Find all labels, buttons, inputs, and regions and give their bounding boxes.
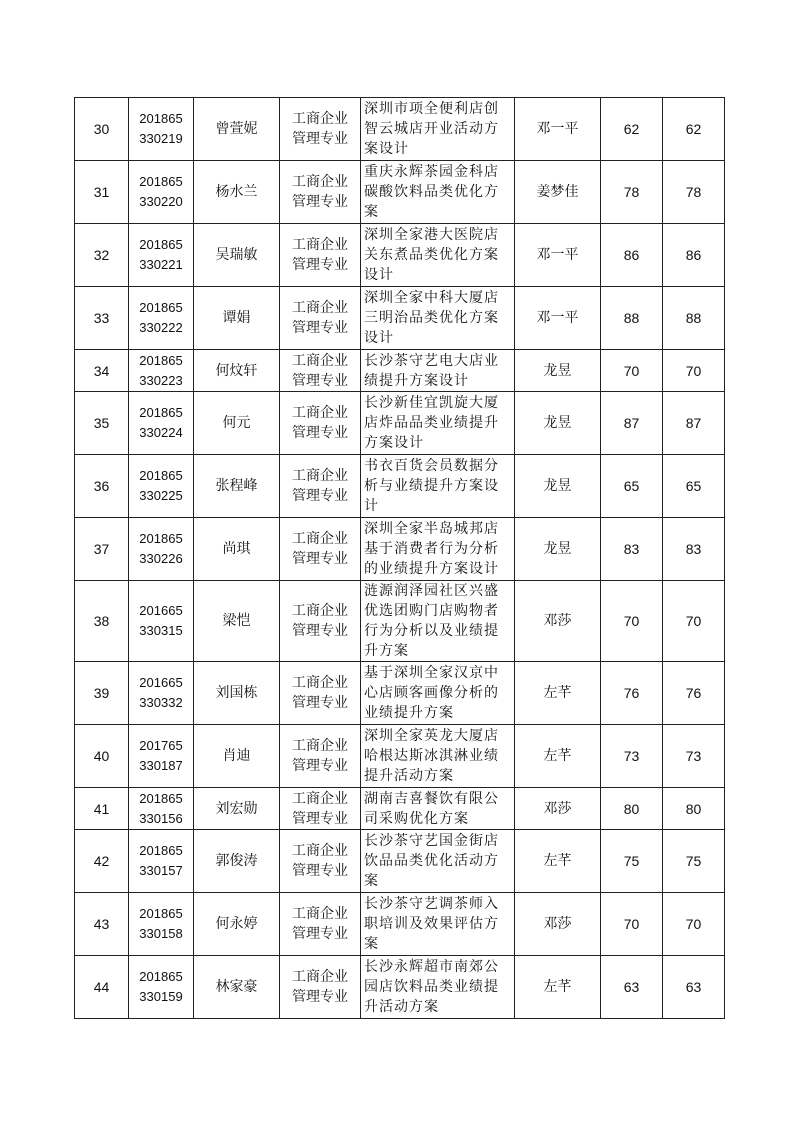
final-score-cell-text: 70 xyxy=(685,362,702,379)
table-row xyxy=(75,518,725,581)
major-cell xyxy=(280,392,361,455)
thesis-topic-cell xyxy=(361,350,515,392)
row-number-cell xyxy=(75,287,129,350)
final-score-cell-text: 65 xyxy=(685,478,702,494)
student-name-cell-text: 何元 xyxy=(222,415,251,431)
student-id-cell-text: 330220 xyxy=(139,194,183,209)
score-cell xyxy=(601,224,663,287)
row-number-cell xyxy=(75,98,129,161)
student-name-cell xyxy=(194,662,280,725)
advisor-cell-text: 龙昱 xyxy=(543,415,572,431)
thesis-topic-cell xyxy=(361,518,515,581)
score-cell xyxy=(601,518,663,581)
advisor-cell-text: 邓莎 xyxy=(543,800,572,817)
final-score-cell xyxy=(663,893,725,956)
advisor-cell-text: 左芊 xyxy=(543,685,572,701)
advisor-cell-text: 左芊 xyxy=(543,853,572,869)
student-id-cell-text: 201865 xyxy=(139,405,183,420)
major-cell-text: 管理专业 xyxy=(292,863,348,879)
score-cell-text: 63 xyxy=(623,979,640,995)
student-id-cell-text: 201865 xyxy=(139,468,183,483)
thesis-topic-cell xyxy=(361,788,515,830)
table-row xyxy=(75,392,725,455)
row-number-cell xyxy=(75,830,129,893)
row-number-cell xyxy=(75,161,129,224)
advisor-cell xyxy=(515,518,601,581)
student-id-cell-text: 330226 xyxy=(139,551,183,566)
final-score-cell xyxy=(663,350,725,392)
score-cell xyxy=(601,455,663,518)
student-id-cell-text: 201765 xyxy=(139,738,183,753)
student-id-cell-text: 330159 xyxy=(139,989,183,1004)
advisor-cell-text: 邓一平 xyxy=(536,310,579,326)
major-cell xyxy=(280,893,361,956)
final-score-cell-text: 70 xyxy=(685,916,702,932)
major-cell-text: 工商企业 xyxy=(292,906,348,922)
student-id-cell-text: 201865 xyxy=(139,174,183,189)
student-id-cell-text: 330158 xyxy=(139,926,183,941)
major-cell-text: 工商企业 xyxy=(292,738,348,754)
table-row xyxy=(75,287,725,350)
student-name-cell-text: 尚琪 xyxy=(222,541,251,557)
advisor-cell-text: 龙昱 xyxy=(543,362,572,379)
thesis-topic-cell-text: 涟源润泽园社区兴盛优选团购门店购物者行为分析以及业绩提升方案 xyxy=(364,583,499,659)
row-number-cell xyxy=(75,392,129,455)
major-cell-text: 管理专业 xyxy=(292,758,348,774)
row-number-cell-text: 35 xyxy=(93,415,110,431)
major-cell xyxy=(280,581,361,662)
student-name-cell-text: 杨水兰 xyxy=(215,184,258,200)
table-row xyxy=(75,725,725,788)
student-name-cell xyxy=(194,518,280,581)
row-number-cell xyxy=(75,455,129,518)
row-number-cell-text: 32 xyxy=(93,247,110,263)
final-score-cell-text: 70 xyxy=(685,613,702,629)
student-name-cell xyxy=(194,893,280,956)
major-cell xyxy=(280,455,361,518)
student-name-cell-text: 梁恺 xyxy=(222,613,251,629)
row-number-cell-text: 36 xyxy=(93,478,110,494)
thesis-topic-cell-text: 深圳全家中科大厦店三明治品类优化方案设计 xyxy=(364,290,499,346)
major-cell-text: 工商企业 xyxy=(292,405,348,421)
score-cell xyxy=(601,287,663,350)
score-cell-text: 62 xyxy=(623,121,640,137)
major-cell-text: 工商企业 xyxy=(292,174,348,190)
thesis-topic-cell-text: 长沙新佳宜凯旋大厦店炸品品类业绩提升方案设计 xyxy=(364,395,499,451)
final-score-cell xyxy=(663,98,725,161)
student-id-cell xyxy=(129,830,194,893)
thesis-topic-cell-text: 长沙茶守艺调茶师入职培训及效果评估方案 xyxy=(364,896,499,952)
advisor-cell-text: 姜梦佳 xyxy=(536,184,579,200)
score-cell-text: 73 xyxy=(623,748,640,764)
student-id-cell-text: 330225 xyxy=(139,488,183,503)
final-score-cell-text: 83 xyxy=(685,541,702,557)
major-cell-text: 管理专业 xyxy=(292,257,348,273)
major-cell xyxy=(280,161,361,224)
student-id-cell xyxy=(129,725,194,788)
advisor-cell xyxy=(515,161,601,224)
row-number-cell-text: 41 xyxy=(93,800,110,817)
row-number-cell xyxy=(75,662,129,725)
advisor-cell-text: 左芊 xyxy=(543,979,572,995)
row-number-cell-text: 42 xyxy=(93,853,110,869)
row-number-cell xyxy=(75,224,129,287)
final-score-cell xyxy=(663,662,725,725)
thesis-topic-cell xyxy=(361,725,515,788)
thesis-topic-cell xyxy=(361,98,515,161)
final-score-cell xyxy=(663,725,725,788)
advisor-cell xyxy=(515,392,601,455)
advisor-cell xyxy=(515,287,601,350)
student-id-cell-text: 201865 xyxy=(139,237,183,252)
row-number-cell-text: 31 xyxy=(93,184,110,200)
table-row xyxy=(75,581,725,662)
student-id-cell-text: 330222 xyxy=(139,320,183,335)
major-cell-text: 管理专业 xyxy=(292,810,348,827)
student-id-cell-text: 201865 xyxy=(139,843,183,858)
major-cell-text: 工商企业 xyxy=(292,790,348,807)
thesis-topic-cell xyxy=(361,392,515,455)
student-id-cell-text: 201665 xyxy=(139,603,183,618)
row-number-cell xyxy=(75,893,129,956)
major-cell-text: 工商企业 xyxy=(292,111,348,127)
major-cell-text: 工商企业 xyxy=(292,300,348,316)
student-name-cell xyxy=(194,287,280,350)
score-cell-text: 70 xyxy=(623,613,640,629)
thesis-topic-cell xyxy=(361,893,515,956)
student-id-cell-text: 201865 xyxy=(139,352,183,368)
row-number-cell xyxy=(75,518,129,581)
student-name-cell xyxy=(194,392,280,455)
student-thesis-grade-table xyxy=(74,97,725,1019)
major-cell-text: 管理专业 xyxy=(292,551,348,567)
row-number-cell xyxy=(75,725,129,788)
advisor-cell xyxy=(515,350,601,392)
thesis-topic-cell xyxy=(361,161,515,224)
row-number-cell-text: 40 xyxy=(93,748,110,764)
advisor-cell xyxy=(515,455,601,518)
row-number-cell-text: 38 xyxy=(93,613,110,629)
score-cell-text: 78 xyxy=(623,184,640,200)
score-cell-text: 65 xyxy=(623,478,640,494)
score-cell xyxy=(601,956,663,1019)
major-cell-text: 管理专业 xyxy=(292,425,348,441)
major-cell xyxy=(280,830,361,893)
major-cell-text: 工商企业 xyxy=(292,531,348,547)
major-cell xyxy=(280,662,361,725)
student-name-cell xyxy=(194,350,280,392)
final-score-cell-text: 80 xyxy=(685,800,702,817)
student-id-cell-text: 330221 xyxy=(139,257,183,272)
thesis-topic-cell xyxy=(361,224,515,287)
student-id-cell-text: 330187 xyxy=(139,758,183,773)
thesis-topic-cell-text: 长沙茶守艺电大店业绩提升方案设计 xyxy=(364,352,499,389)
student-id-cell-text: 330219 xyxy=(139,131,183,146)
table-row xyxy=(75,161,725,224)
thesis-topic-cell-text: 重庆永辉茶园金科店碳酸饮料品类优化方案 xyxy=(364,164,499,220)
major-cell-text: 管理专业 xyxy=(292,320,348,336)
score-cell xyxy=(601,893,663,956)
row-number-cell-text: 37 xyxy=(93,541,110,557)
score-cell xyxy=(601,830,663,893)
final-score-cell xyxy=(663,224,725,287)
major-cell-text: 管理专业 xyxy=(292,131,348,147)
final-score-cell xyxy=(663,287,725,350)
row-number-cell-text: 34 xyxy=(93,362,110,379)
row-number-cell-text: 44 xyxy=(93,979,110,995)
advisor-cell-text: 邓一平 xyxy=(536,247,579,263)
row-number-cell xyxy=(75,956,129,1019)
score-cell xyxy=(601,581,663,662)
score-cell xyxy=(601,788,663,830)
score-cell xyxy=(601,350,663,392)
student-id-cell-text: 201865 xyxy=(139,300,183,315)
major-cell-text: 管理专业 xyxy=(292,695,348,711)
score-cell xyxy=(601,98,663,161)
final-score-cell xyxy=(663,956,725,1019)
major-cell-text: 管理专业 xyxy=(292,926,348,942)
major-cell xyxy=(280,350,361,392)
student-name-cell xyxy=(194,581,280,662)
final-score-cell xyxy=(663,581,725,662)
final-score-cell xyxy=(663,518,725,581)
final-score-cell xyxy=(663,161,725,224)
advisor-cell xyxy=(515,725,601,788)
score-cell-text: 75 xyxy=(623,853,640,869)
thesis-topic-cell xyxy=(361,581,515,662)
table-row xyxy=(75,98,725,161)
major-cell-text: 工商企业 xyxy=(292,603,348,619)
student-name-cell-text: 张程峰 xyxy=(215,478,258,494)
student-id-cell-text: 330224 xyxy=(139,425,183,440)
advisor-cell-text: 邓一平 xyxy=(536,121,579,137)
thesis-topic-cell-text: 深圳全家英龙大厦店哈根达斯冰淇淋业绩提升活动方案 xyxy=(364,728,499,784)
advisor-cell xyxy=(515,662,601,725)
advisor-cell-text: 左芊 xyxy=(543,748,572,764)
student-id-cell xyxy=(129,581,194,662)
score-cell xyxy=(601,161,663,224)
advisor-cell xyxy=(515,893,601,956)
student-name-cell xyxy=(194,98,280,161)
major-cell xyxy=(280,287,361,350)
student-id-cell-text: 201665 xyxy=(139,675,183,690)
score-cell xyxy=(601,725,663,788)
advisor-cell-text: 龙昱 xyxy=(543,541,572,557)
table-row xyxy=(75,350,725,392)
thesis-topic-cell-text: 深圳全家半岛城邦店基于消费者行为分析的业绩提升方案设计 xyxy=(364,521,499,577)
major-cell-text: 工商企业 xyxy=(292,237,348,253)
thesis-topic-cell xyxy=(361,455,515,518)
student-name-cell-text: 谭娟 xyxy=(222,310,251,326)
table-row xyxy=(75,224,725,287)
student-id-cell xyxy=(129,161,194,224)
table-row xyxy=(75,662,725,725)
score-cell-text: 83 xyxy=(623,541,640,557)
advisor-cell-text: 龙昱 xyxy=(543,478,572,494)
final-score-cell xyxy=(663,392,725,455)
advisor-cell xyxy=(515,830,601,893)
thesis-topic-cell-text: 书衣百货会员数据分析与业绩提升方案设计 xyxy=(364,458,499,514)
student-id-cell-text: 201865 xyxy=(139,111,183,126)
thesis-topic-cell xyxy=(361,287,515,350)
student-name-cell xyxy=(194,224,280,287)
student-name-cell xyxy=(194,725,280,788)
final-score-cell xyxy=(663,788,725,830)
score-cell-text: 70 xyxy=(623,916,640,932)
student-name-cell xyxy=(194,788,280,830)
student-id-cell xyxy=(129,455,194,518)
student-id-cell-text: 330315 xyxy=(139,623,183,638)
advisor-cell-text: 邓莎 xyxy=(543,613,572,629)
row-number-cell-text: 39 xyxy=(93,685,110,701)
student-name-cell-text: 刘宏勋 xyxy=(215,800,258,817)
student-id-cell-text: 201865 xyxy=(139,531,183,546)
score-cell-text: 80 xyxy=(623,800,640,817)
student-id-cell-text: 330156 xyxy=(139,810,183,826)
major-cell xyxy=(280,224,361,287)
score-cell xyxy=(601,392,663,455)
thesis-topic-cell-text: 长沙永辉超市南郊公园店饮料品类业绩提升活动方案 xyxy=(364,959,499,1015)
student-name-cell-text: 肖迪 xyxy=(222,748,251,764)
student-name-cell-text: 林家豪 xyxy=(215,979,258,995)
major-cell xyxy=(280,725,361,788)
row-number-cell xyxy=(75,581,129,662)
row-number-cell xyxy=(75,788,129,830)
table-row xyxy=(75,788,725,830)
thesis-topic-cell-text: 深圳市项全便利店创智云城店开业活动方案设计 xyxy=(364,101,499,157)
final-score-cell-text: 87 xyxy=(685,415,702,431)
final-score-cell xyxy=(663,455,725,518)
student-name-cell-text: 郭俊涛 xyxy=(215,853,258,869)
final-score-cell-text: 76 xyxy=(685,685,702,701)
row-number-cell-text: 33 xyxy=(93,310,110,326)
thesis-topic-cell-text: 长沙茶守艺国金街店饮品品类优化活动方案 xyxy=(364,833,499,889)
score-cell-text: 88 xyxy=(623,310,640,326)
thesis-topic-cell xyxy=(361,662,515,725)
student-name-cell-text: 何永婷 xyxy=(215,916,258,932)
student-id-cell xyxy=(129,893,194,956)
student-id-cell-text: 201865 xyxy=(139,969,183,984)
table-row xyxy=(75,455,725,518)
final-score-cell xyxy=(663,830,725,893)
student-name-cell-text: 刘国栋 xyxy=(215,685,258,701)
student-id-cell xyxy=(129,287,194,350)
final-score-cell-text: 75 xyxy=(685,853,702,869)
major-cell xyxy=(280,98,361,161)
row-number-cell-text: 30 xyxy=(93,121,110,137)
thesis-topic-cell xyxy=(361,956,515,1019)
student-id-cell-text: 330332 xyxy=(139,695,183,710)
major-cell xyxy=(280,518,361,581)
score-cell-text: 86 xyxy=(623,247,640,263)
advisor-cell xyxy=(515,98,601,161)
final-score-cell-text: 88 xyxy=(685,310,702,326)
row-number-cell-text: 43 xyxy=(93,916,110,932)
student-id-cell-text: 201865 xyxy=(139,906,183,921)
final-score-cell-text: 86 xyxy=(685,247,702,263)
student-id-cell xyxy=(129,350,194,392)
major-cell-text: 工商企业 xyxy=(292,468,348,484)
student-id-cell-text: 330157 xyxy=(139,863,183,878)
major-cell-text: 工商企业 xyxy=(292,352,348,369)
major-cell-text: 工商企业 xyxy=(292,969,348,985)
student-name-cell xyxy=(194,455,280,518)
major-cell-text: 管理专业 xyxy=(292,623,348,639)
thesis-topic-cell-text: 基于深圳全家汉京中心店顾客画像分析的业绩提升方案 xyxy=(364,665,499,721)
advisor-cell xyxy=(515,956,601,1019)
score-cell-text: 76 xyxy=(623,685,640,701)
student-name-cell xyxy=(194,161,280,224)
student-name-cell-text: 何炆轩 xyxy=(215,362,258,379)
major-cell-text: 工商企业 xyxy=(292,675,348,691)
table-row xyxy=(75,893,725,956)
major-cell xyxy=(280,956,361,1019)
advisor-cell xyxy=(515,581,601,662)
table-body xyxy=(75,98,725,1019)
advisor-cell xyxy=(515,224,601,287)
final-score-cell-text: 62 xyxy=(685,121,702,137)
student-id-cell xyxy=(129,392,194,455)
major-cell-text: 管理专业 xyxy=(292,372,348,389)
score-cell-text: 70 xyxy=(623,362,640,379)
student-id-cell xyxy=(129,662,194,725)
thesis-topic-cell-text: 湖南吉喜餐饮有限公司采购优化方案 xyxy=(364,790,499,827)
student-id-cell-text: 330223 xyxy=(139,372,183,388)
student-name-cell-text: 吴瑞敏 xyxy=(215,247,258,263)
table-row xyxy=(75,956,725,1019)
student-id-cell xyxy=(129,224,194,287)
advisor-cell xyxy=(515,788,601,830)
major-cell xyxy=(280,788,361,830)
thesis-topic-cell-text: 深圳全家港大医院店关东煮品类优化方案设计 xyxy=(364,227,499,283)
advisor-cell-text: 邓莎 xyxy=(543,916,572,932)
major-cell-text: 管理专业 xyxy=(292,194,348,210)
major-cell-text: 管理专业 xyxy=(292,989,348,1005)
student-name-cell xyxy=(194,830,280,893)
student-name-cell-text: 曾萱妮 xyxy=(215,121,258,137)
row-number-cell xyxy=(75,350,129,392)
student-name-cell xyxy=(194,956,280,1019)
table-row xyxy=(75,830,725,893)
final-score-cell-text: 63 xyxy=(685,979,702,995)
student-id-cell-text: 201865 xyxy=(139,790,183,806)
final-score-cell-text: 73 xyxy=(685,748,702,764)
student-id-cell xyxy=(129,98,194,161)
final-score-cell-text: 78 xyxy=(685,184,702,200)
score-cell xyxy=(601,662,663,725)
major-cell-text: 管理专业 xyxy=(292,488,348,504)
student-id-cell xyxy=(129,788,194,830)
thesis-topic-cell xyxy=(361,830,515,893)
student-id-cell xyxy=(129,956,194,1019)
student-id-cell xyxy=(129,518,194,581)
major-cell-text: 工商企业 xyxy=(292,843,348,859)
score-cell-text: 87 xyxy=(623,415,640,431)
